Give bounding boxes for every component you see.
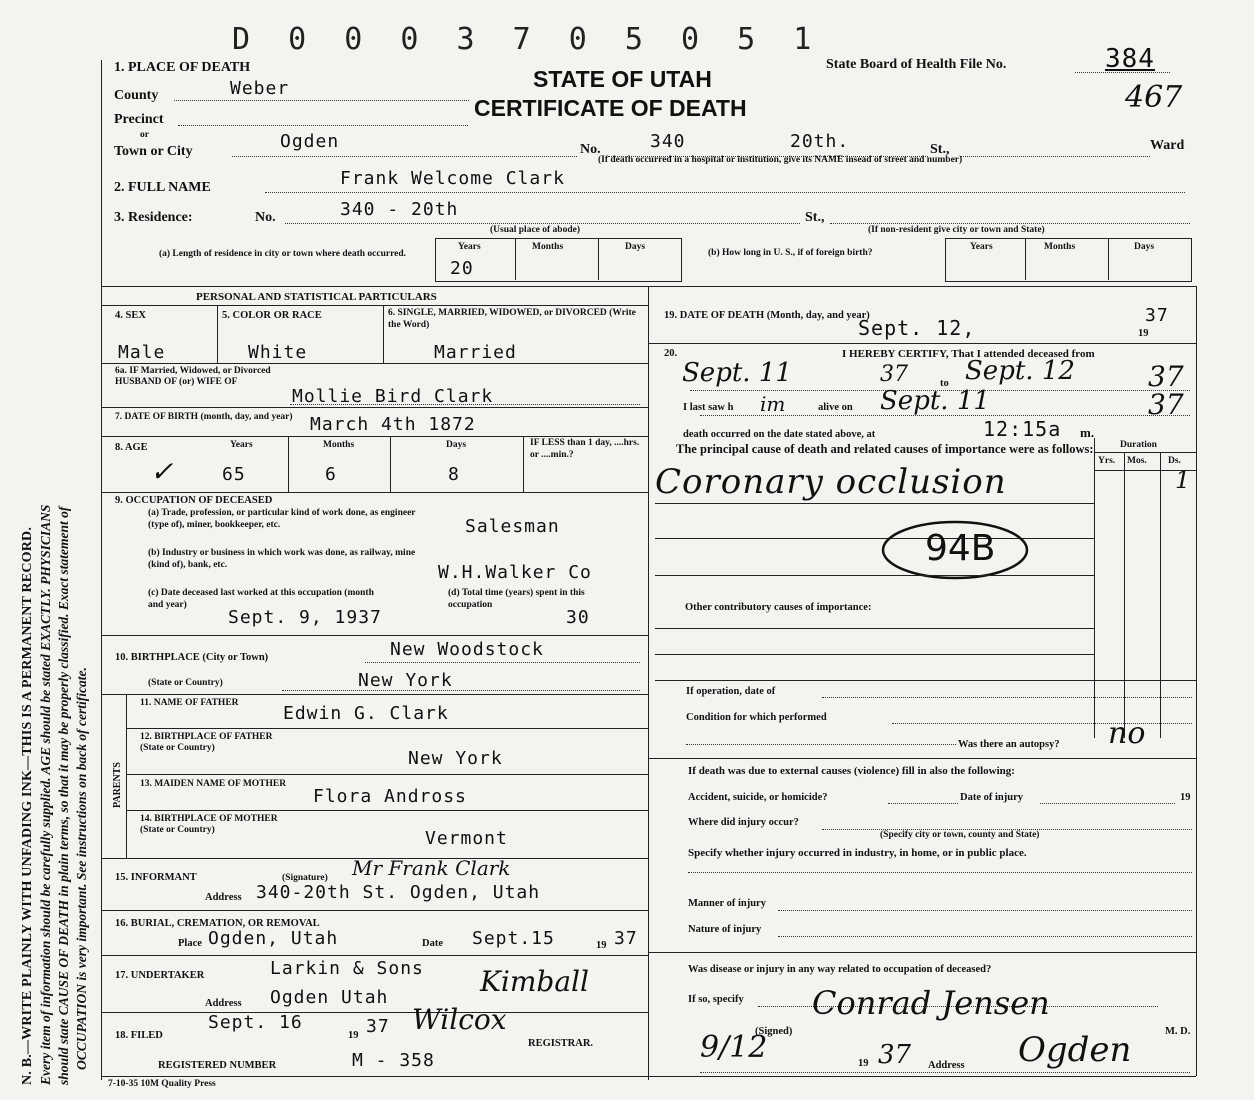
occ-a-value: Salesman — [465, 516, 560, 537]
signed-year: 37 — [878, 1040, 912, 1070]
age-years: 65 — [222, 464, 246, 485]
death-year: 37 — [1145, 305, 1169, 326]
from-year: 37 — [880, 362, 908, 387]
phys-address: Ogden — [1018, 1030, 1132, 1070]
full-name: Frank Welcome Clark — [340, 168, 565, 189]
us-label: (b) How long in U. S., if of foreign birth? — [708, 248, 873, 258]
certificate-title: CERTIFICATE OF DEATH — [474, 95, 747, 121]
filed-year: 37 — [366, 1016, 390, 1037]
occupation-label: 9. OCCUPATION OF DECEASED — [115, 495, 273, 506]
registrar-signature: Wilcox — [412, 1003, 507, 1036]
age-days-label: Days — [446, 440, 467, 450]
margin-line-1: N. B.—WRITE PLAINLY WITH UNFADING INK—THIS IS A PERMANENT RECORD. — [20, 526, 35, 1085]
lastsaw-him: im — [760, 392, 786, 416]
age-days: 8 — [448, 464, 460, 485]
father-bp-value: New York — [408, 748, 503, 769]
certify-text: I HEREBY CERTIFY, That I attended deceased from — [842, 348, 1095, 360]
us-years-label: Years — [970, 242, 993, 252]
autopsy-label: Was there an autopsy? — [958, 739, 1060, 750]
footer-print: 7-10-35 10M Quality Press — [108, 1079, 216, 1089]
usual-note: (Usual place of abode) — [490, 225, 580, 235]
certify-number: 20. — [664, 348, 678, 359]
md-label: M. D. — [1165, 1026, 1191, 1037]
county-value: Weber — [230, 78, 290, 99]
alive-label: alive on — [818, 402, 853, 413]
attended-to: Sept. 12 — [965, 356, 1075, 386]
signed-year-prefix: 19 — [858, 1058, 869, 1069]
ward-label: Ward — [1150, 138, 1185, 153]
condition-label: Condition for which performed — [686, 712, 827, 723]
nonres-note: (If non-resident give city or town and State) — [868, 225, 1045, 235]
margin-line-3: should state CAUSE OF DEATH in plain terms, so that it may be properly classified. Exact statement of — [56, 506, 71, 1085]
signed-label: (Signed) — [755, 1026, 793, 1037]
dob-value: March 4th 1872 — [310, 414, 476, 435]
place-street: 20th. — [790, 131, 850, 152]
no-label: No. — [580, 142, 601, 157]
occ-d-label: (d) Total time (years) spent in this occupation — [448, 588, 585, 610]
nature-label: Nature of injury — [688, 924, 762, 935]
attended-from: Sept. 11 — [682, 358, 792, 388]
residence-st-label: St., — [805, 210, 825, 225]
birthplace-state: New York — [358, 670, 453, 691]
months-label: Months — [532, 242, 564, 252]
physician-signature: Conrad Jensen — [812, 984, 1050, 1022]
personal-heading: PERSONAL AND STATISTICAL PARTICULARS — [196, 291, 437, 303]
days-label: Days — [625, 242, 646, 252]
length-label: (a) Length of residence in city or town where death occurred. — [158, 249, 407, 259]
specify-note: (Specify city or town, county and State) — [880, 830, 1040, 840]
undertaker-addr-label: Address — [205, 998, 242, 1009]
undertaker-address: Ogden Utah — [270, 987, 389, 1008]
filed-year-prefix: 19 — [348, 1030, 359, 1041]
color-value: White — [248, 342, 308, 363]
death-time: 12:15a — [983, 417, 1062, 441]
burial-date: Sept.15 — [472, 928, 555, 949]
cause-code: 94B — [925, 528, 996, 569]
ds-label: Ds. — [1168, 456, 1181, 466]
to-year: 37 — [1148, 360, 1184, 393]
age-check: ✓ — [150, 455, 174, 488]
undertaker-label: 17. UNDERTAKER — [115, 970, 205, 981]
file-no: 384 — [1105, 44, 1155, 74]
place-no: 340 — [650, 131, 686, 152]
hospital-note: (If death occurred in a hospital or institution, give its NAME insead of street and number) — [598, 155, 963, 165]
injury-year-prefix: 19 — [1180, 792, 1191, 803]
age-months-label: Months — [323, 440, 355, 450]
marital-value: Married — [434, 342, 517, 363]
manner-label: Manner of injury — [688, 898, 766, 909]
burial-label: 16. BURIAL, CREMATION, OR REMOVAL — [115, 918, 320, 929]
external-label: If death was due to external causes (violence) fill in also the following: — [688, 765, 1015, 777]
marital-label: 6. SINGLE, MARRIED, WIDOWED, or DIVORCED (Write the Word) — [388, 308, 636, 330]
color-label: 5. COLOR OR RACE — [222, 310, 322, 321]
age-months: 6 — [325, 464, 337, 485]
town-value: Ogden — [280, 131, 340, 152]
margin-line-2: Every item of information should be carefully supplied. AGE should be stated EXACTLY. PHYSICIANS — [38, 504, 53, 1085]
name-label: 2. FULL NAME — [114, 180, 211, 195]
cause-label: The principal cause of death and related causes of importance were as follows: — [676, 442, 1094, 456]
father-bp-label: 12. BIRTHPLACE OF FATHER (State or Country) — [140, 732, 273, 753]
accident-label: Accident, suicide, or homicide? — [688, 792, 828, 803]
duration-days: 1 — [1175, 466, 1191, 494]
dob-label: 7. DATE OF BIRTH (month, day, and year) — [115, 412, 293, 422]
county-label: County — [114, 88, 159, 103]
informant-label: 15. INFORMANT — [115, 872, 197, 883]
precinct-label: Precinct — [114, 112, 164, 127]
age-label: 8. AGE — [115, 442, 148, 453]
serial-number: D 0 0 0 3 7 0 5 0 5 1 — [232, 22, 822, 57]
to-label: to — [940, 378, 949, 389]
us-months-label: Months — [1044, 242, 1076, 252]
reg-no: M - 358 — [352, 1050, 435, 1071]
less-label: IF LESS than 1 day, ....hrs. or ....min.? — [530, 438, 640, 460]
residence-years: 20 — [450, 258, 474, 279]
spouse-label: 6a. IF Married, Widowed, or Divorced HUSBAND OF (or) WIFE OF — [115, 366, 271, 387]
time-label: death occurred on the date stated above, at — [683, 429, 876, 440]
burial-year: 37 — [614, 928, 638, 949]
informant-signature: Mr Frank Clark — [352, 856, 511, 880]
occ-c-value: Sept. 9, 1937 — [228, 607, 382, 628]
informant-addr-label: Address — [205, 892, 242, 903]
st-label: St., — [930, 142, 950, 157]
contrib-label: Other contributory causes of importance: — [685, 602, 872, 613]
occ-a-label: (a) Trade, profession, or particular kind of work done, as engineer (type of), miner, bookkeeper, etc. — [148, 508, 416, 530]
ifso-label: If so, specify — [688, 994, 744, 1005]
filed-label: 18. FILED — [115, 1030, 163, 1041]
mos-label: Mos. — [1127, 456, 1147, 466]
occ-c-label: (c) Date deceased last worked at this occupation (month and year) — [148, 588, 374, 610]
father-value: Edwin G. Clark — [283, 703, 449, 724]
sex-label: 4. SEX — [115, 310, 146, 321]
birthplace-city: New Woodstock — [390, 639, 544, 660]
father-label: 11. NAME OF FATHER — [140, 698, 239, 708]
filed-date: Sept. 16 — [208, 1012, 303, 1033]
burial-place: Ogden, Utah — [208, 928, 339, 949]
undertaker-signature: Kimball — [480, 965, 589, 998]
cause-of-death: Coronary occlusion — [655, 462, 1007, 502]
state-title: STATE OF UTAH — [533, 66, 712, 92]
mother-bp-value: Vermont — [425, 828, 508, 849]
registrar-label: REGISTRAR. — [528, 1038, 594, 1049]
spouse-value: Mollie Bird Clark — [292, 386, 494, 407]
operation-label: If operation, date of — [686, 686, 776, 697]
parents-label: PARENTS — [112, 762, 123, 808]
birthplace-state-label: (State or Country) — [148, 678, 223, 688]
burial-year-prefix: 19 — [596, 940, 607, 951]
yrs-label: Yrs. — [1098, 456, 1116, 466]
residence-no-label: No. — [255, 210, 276, 225]
sex-value: Male — [118, 342, 166, 363]
alive-year: 37 — [1148, 388, 1184, 421]
town-label: Town or City — [114, 144, 193, 159]
death-year-prefix: 19 — [1138, 328, 1149, 339]
alive-on: Sept. 11 — [880, 386, 990, 416]
related-label: Was disease or injury in any way related to occupation of deceased? — [688, 964, 992, 975]
occ-b-value: W.H.Walker Co — [438, 562, 592, 583]
death-date-label: 19. DATE OF DEATH (Month, day, and year) — [664, 310, 870, 321]
autopsy-value: no — [1108, 716, 1146, 751]
death-date: Sept. 12, — [858, 316, 976, 340]
residence-value: 340 - 20th — [340, 199, 459, 220]
years-label: Years — [458, 242, 481, 252]
informant-address: 340-20th St. Ogden, Utah — [256, 882, 541, 903]
lastsaw-label: I last saw h — [683, 402, 734, 413]
file-no-label: State Board of Health File No. — [826, 57, 1007, 72]
or-label: or — [140, 130, 149, 140]
us-days-label: Days — [1134, 242, 1155, 252]
signed-date: 9/12 — [700, 1030, 768, 1065]
where-label: Where did injury occur? — [688, 817, 799, 828]
duration-label: Duration — [1120, 440, 1157, 450]
mother-label: 13. MAIDEN NAME OF MOTHER — [140, 779, 287, 789]
mother-value: Flora Andross — [313, 786, 467, 807]
reg-no-label: REGISTERED NUMBER — [158, 1060, 277, 1071]
place-heading: 1. PLACE OF DEATH — [114, 60, 251, 75]
margin-line-4: OCCUPATION is very important. See instructions on back of certificate. — [74, 667, 89, 1070]
informant-sig-label: (Signature) — [282, 873, 328, 883]
injury-date-label: Date of injury — [960, 792, 1023, 803]
m-label: m. — [1080, 425, 1095, 440]
birthplace-label: 10. BIRTHPLACE (City or Town) — [115, 652, 269, 663]
undertaker-name: Larkin & Sons — [270, 958, 424, 979]
residence-label: 3. Residence: — [114, 210, 193, 225]
age-years-label: Years — [230, 440, 253, 450]
occ-b-label: (b) Industry or business in which work was done, as railway, mine (kind of), bank, etc. — [148, 548, 416, 570]
burial-date-label: Date — [422, 938, 443, 949]
phys-address-label: Address — [928, 1060, 965, 1071]
file-no-2: 467 — [1125, 80, 1183, 115]
burial-place-label: Place — [178, 938, 202, 949]
specify-label: Specify whether injury occurred in industry, in home, or in public place. — [688, 847, 1027, 859]
occ-d-value: 30 — [566, 607, 590, 628]
mother-bp-label: 14. BIRTHPLACE OF MOTHER (State or Country) — [140, 814, 278, 835]
